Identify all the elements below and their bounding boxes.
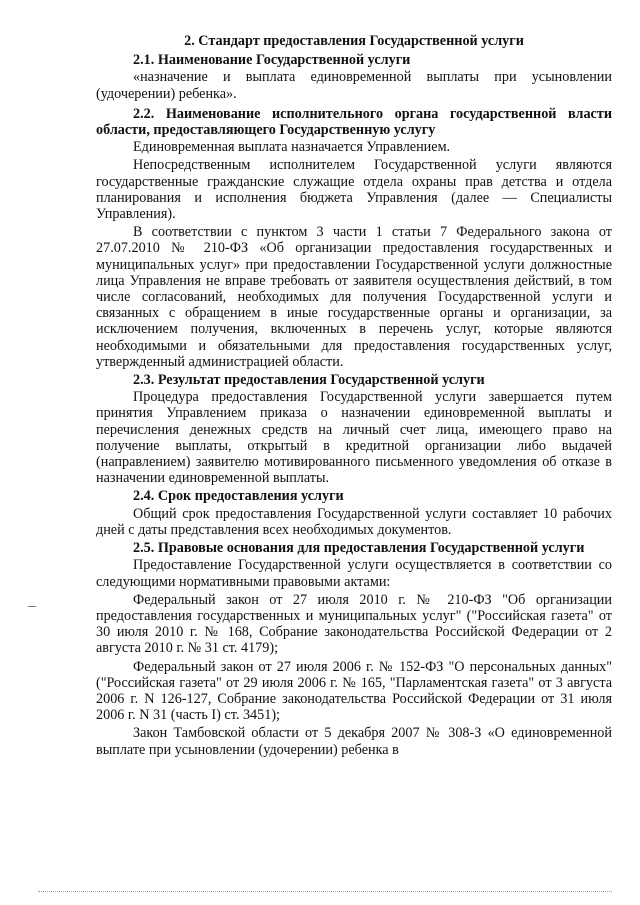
section-2-2-paragraph-3: В соответствии с пунктом 3 части 1 статьи 7 Федерального закона от 27.07.2010 № 210-ФЗ «Об организации предоставления государственных и муниципальных услуг» при предоставлении Государственной услуги должностные лица Управления не вправе требовать от заявителя осуществления действий, в том числе согласований, необходимых для получения Государственной услуги и связанных с обращением в иные государственные органы и организации, за исключением получения, включенных в перечень услуг, которые являются необходимыми и обязательными для предоставления государственных услуг, утвержденный администрацией области. — [96, 224, 612, 370]
section-2-2-paragraph-2: Непосредственным исполнителем Государственной услуги являются государственные гражданские служащие отдела охраны прав детства и отдела планирования и исполнения бюджета Управления (далее — Специалисты Управления). — [96, 157, 612, 223]
section-2-3-paragraph-1: Процедура предоставления Государственной услуги завершается путем принятия Управлением приказа о назначении единовременной выплаты и перечисления денежных средств на личный счет лица, имеющего право на получение выплаты, открытый в кредитной организации либо выдачей (направлением) заявителю мотивированного письменного уведомления об отказе в назначении единовременной выплаты. — [96, 389, 612, 487]
section-2-5-paragraph-3: Федеральный закон от 27 июля 2006 г. № 152-ФЗ "О персональных данных" ("Российская газета" от 29 июля 2006 г. № 165, "Парламентская газета" от 3 августа 2006 г. N 126-127, Собрание законодательства Российской Федерации от 31 июля 2006 г. N 31 (часть I) ст. 3451); — [96, 658, 612, 724]
section-2-5-paragraph-2: Федеральный закон от 27 июля 2010 г. № 210-ФЗ "Об организации предоставления государственных и муниципальных услуг" ("Российская газета" от 30 июля 2010 г. № 168, Собрание законодательства Российской Федерации от 2 августа 2010 г. № 31 ст. 4179); — [96, 591, 612, 657]
section-2-5-paragraph-1: Предоставление Государственной услуги осуществляется в соответствии со следующими нормативными правовыми актами: — [96, 557, 612, 590]
section-2-1-text: «назначение и выплата единовременной выплаты при усыновлении (удочерении) ребенка». — [96, 69, 612, 102]
section-2-3-heading: 2.3. Результат предоставления Государственной услуги — [133, 372, 485, 389]
section-2-2-heading: 2.2. Наименование исполнительного органа государственной власти области, предоставляющего Государственную услугу — [96, 105, 612, 139]
section-2-5-paragraph-4: Закон Тамбовской области от 5 декабря 2007 № 308-З «О единовременной выплате при усыновлении (удочерении) ребенка в — [96, 725, 612, 758]
section-2-5-heading: 2.5. Правовые основания для предоставления Государственной услуги — [133, 540, 585, 557]
section-2-4-heading: 2.4. Срок предоставления услуги — [133, 488, 344, 505]
margin-scan-mark — [28, 606, 36, 607]
document-title: 2. Стандарт предоставления Государственной услуги — [184, 33, 524, 49]
bottom-scan-rule — [38, 891, 612, 893]
section-2-1-heading: 2.1. Наименование Государственной услуги — [133, 52, 411, 69]
section-2-2-paragraph-1: Единовременная выплата назначается Управлением. — [133, 139, 451, 156]
document-page — [96, 33, 612, 758]
section-2-4-paragraph-1: Общий срок предоставления Государственной услуги составляет 10 рабочих дней с даты представления всех необходимых документов. — [96, 505, 612, 538]
